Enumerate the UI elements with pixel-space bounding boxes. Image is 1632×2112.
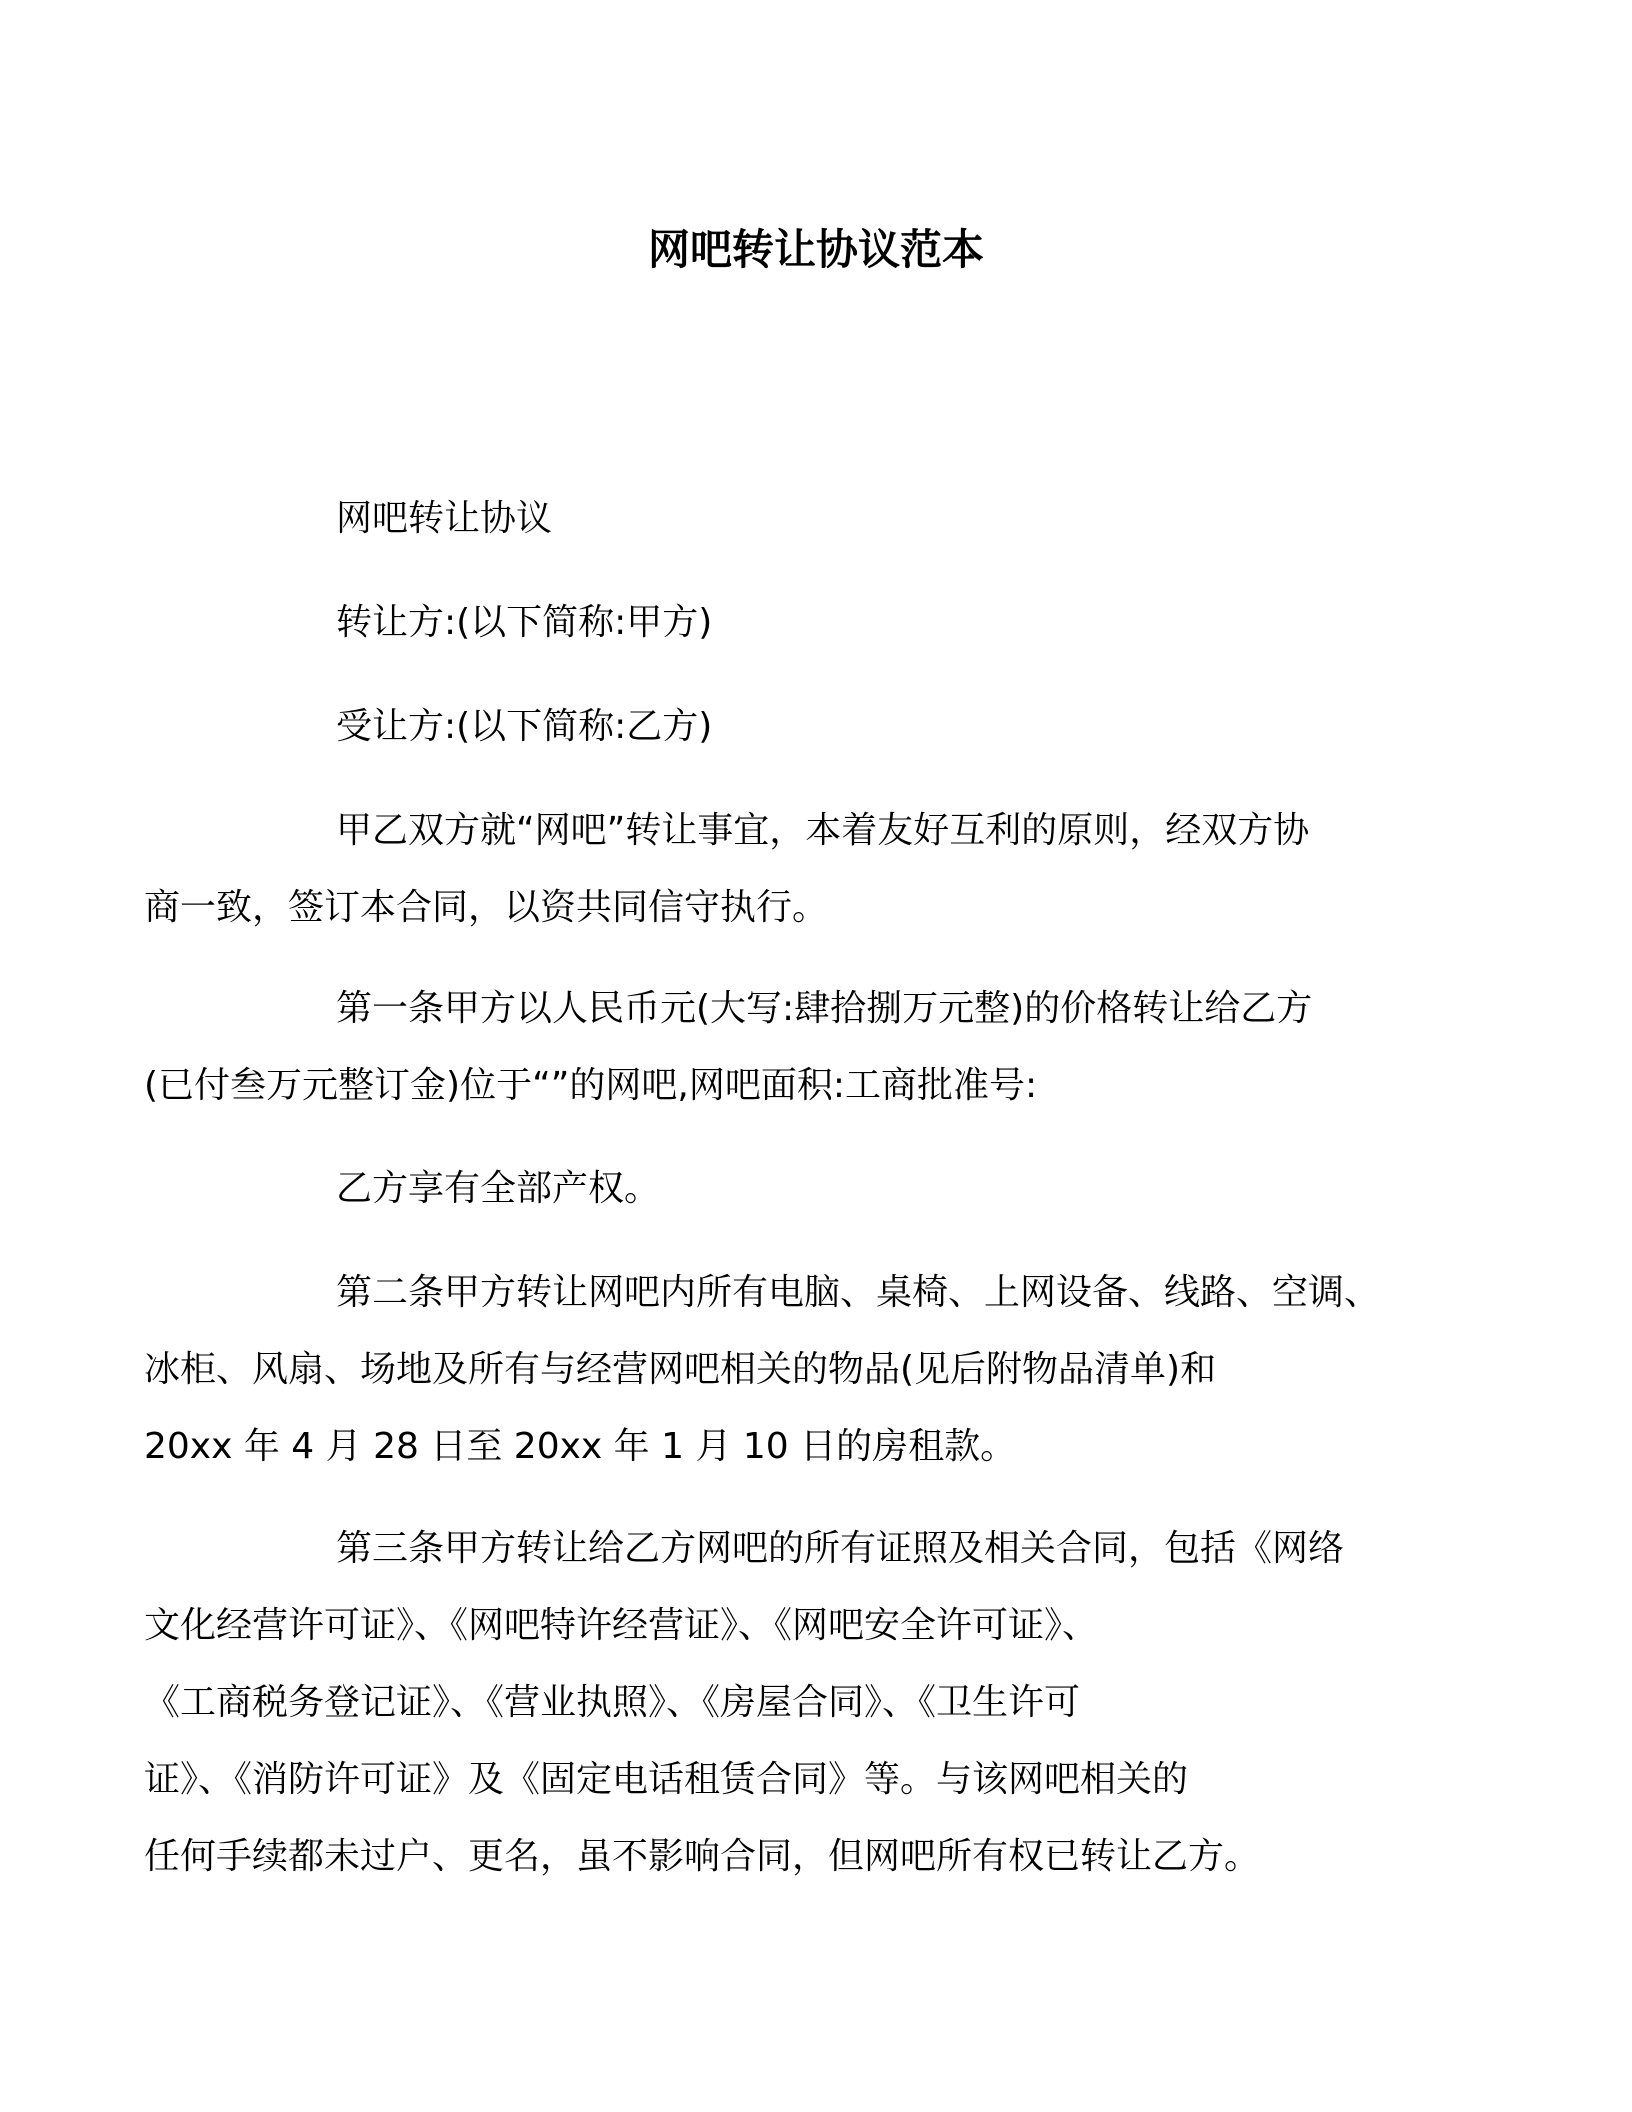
article-2-paragraph (144, 1254, 1400, 1485)
agreement-heading (240, 480, 1400, 557)
article-2-line: 第二条甲方转让网吧内所有电脑、桌椅、上网设备、线路、空调、 (336, 1272, 1381, 1313)
article-1-note-text: 乙方享有全部产权。 (336, 1168, 661, 1209)
article-1-paragraph (144, 970, 1400, 1124)
article-3-line: 《工商税务登记证》、《营业执照》、《房屋合同》、《卫生许可 (144, 1682, 1081, 1723)
article-1-note (240, 1150, 1400, 1227)
transferor-text: 转让方:(以下简称:甲方) (336, 602, 713, 643)
article-1-line: 第一条甲方以人民币元(大写:肆拾捌万元整)的价格转让给乙方 (336, 988, 1313, 1029)
transferee-text: 受让方:(以下简称:乙方) (336, 706, 713, 747)
article-3-line: 第三条甲方转让给乙方网吧的所有证照及相关合同，包括《网络 (336, 1528, 1345, 1569)
transferee-line (240, 688, 1400, 765)
intro-line: 商一致，签订本合同，以资共同信守执行。 (144, 887, 829, 928)
article-3-paragraph (144, 1510, 1400, 1895)
article-3-line: 文化经营许可证》、《网吧特许经营证》、《网吧安全许可证》、 (144, 1605, 1099, 1646)
intro-paragraph (144, 792, 1400, 946)
intro-line: 甲乙双方就“网吧”转让事宜，本着友好互利的原则，经双方协 (336, 810, 1310, 851)
article-2-line: 20xx 年 4 月 28 日至 20xx 年 1 月 10 日的房租款。 (144, 1426, 1017, 1467)
article-3-line: 证》、《消防许可证》及《固定电话租赁合同》等。与该网吧相关的 (144, 1759, 1189, 1800)
document-title: 网吧转让协议范本 (647, 225, 984, 274)
article-3-line: 任何手续都未过户、更名，虽不影响合同，但网吧所有权已转让乙方。 (144, 1836, 1261, 1877)
article-1-line: (已付叁万元整订金)位于“”的网吧,网吧面积:工商批准号: (144, 1065, 1038, 1106)
article-2-line: 冰柜、风扇、场地及所有与经营网吧相关的物品(见后附物品清单)和 (144, 1349, 1217, 1390)
agreement-heading-text: 网吧转让协议 (336, 498, 553, 539)
transferor-line (240, 584, 1400, 661)
